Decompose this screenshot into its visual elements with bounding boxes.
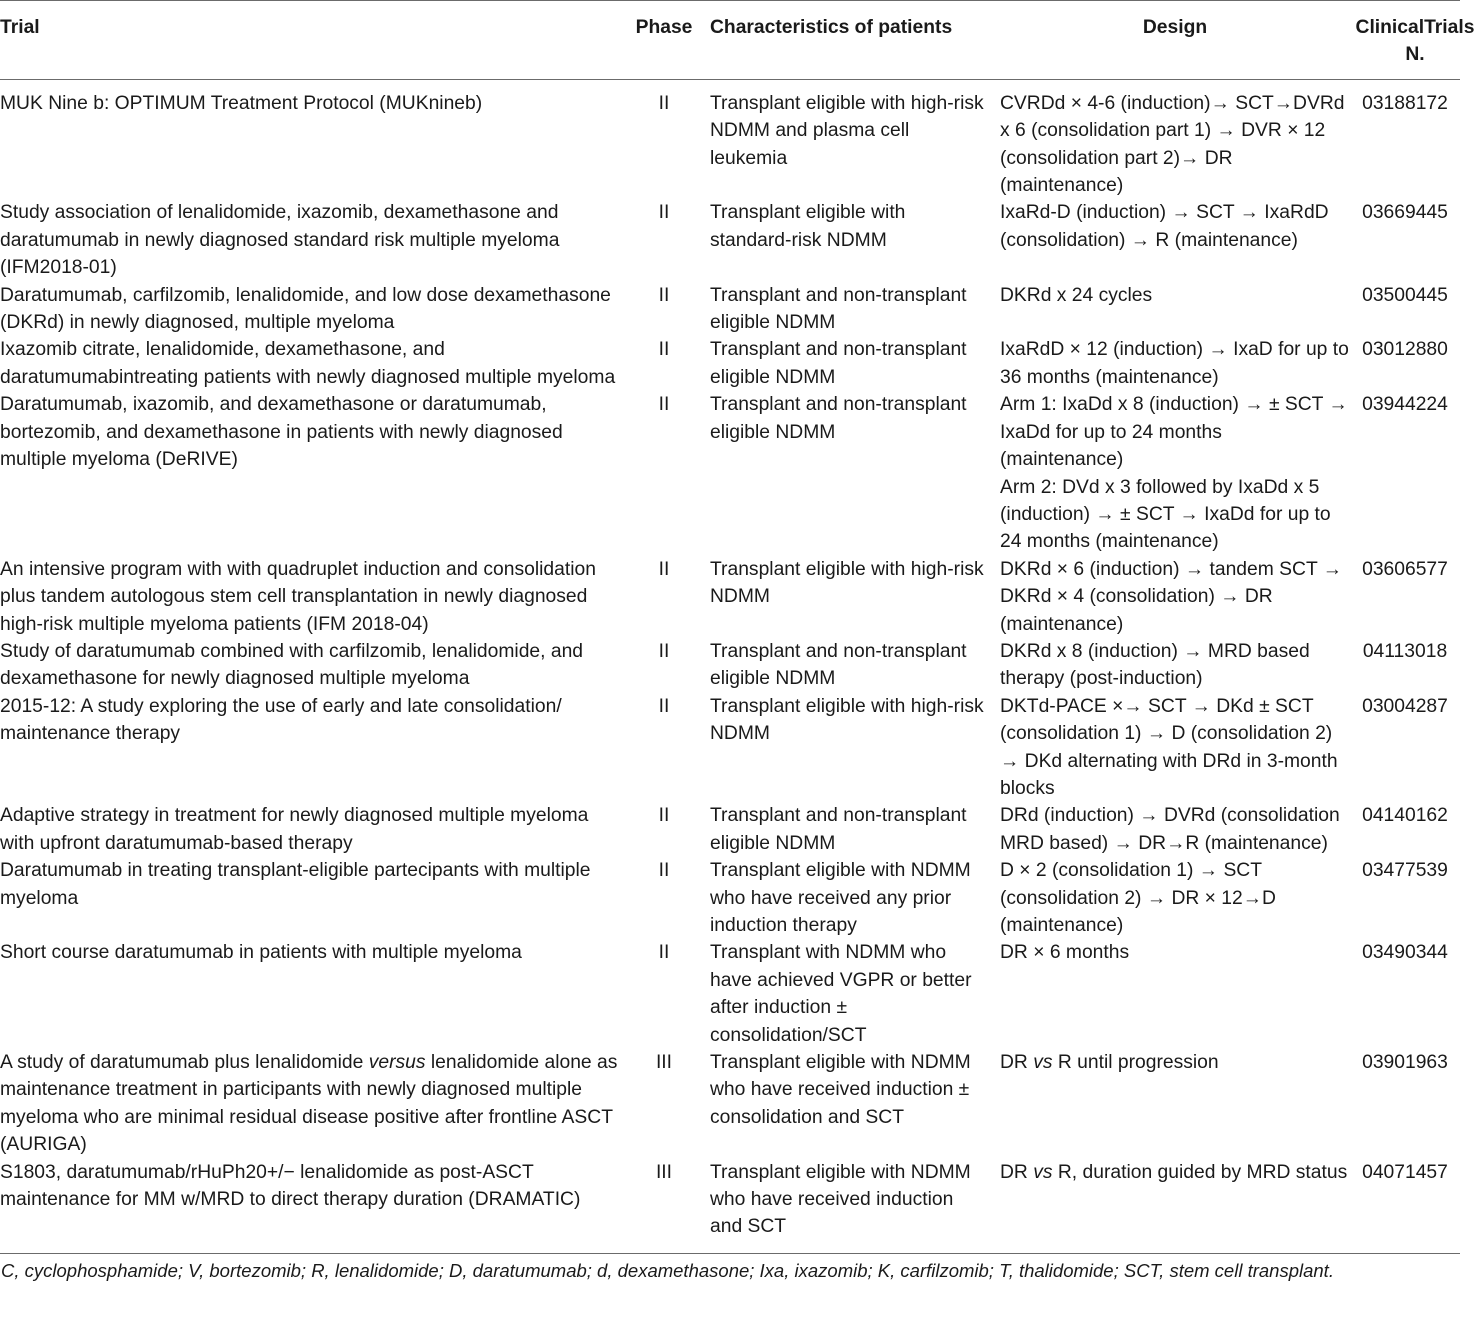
phase-cell: II bbox=[658, 860, 670, 882]
table-row bbox=[0, 693, 1460, 803]
design-line: CVRDd × 4-6 (induction)→ SCT→DVRd x 6 (consolidation part 1) → DVR × 12 (consolidation part 2)→ DR (maintenance) bbox=[1000, 92, 1345, 197]
design-cell bbox=[985, 336, 1350, 391]
characteristics-cell: Transplant and non-transplant eligible NDMM bbox=[710, 339, 967, 388]
trial-cell: Short course daratumumab in patients with multiple myeloma bbox=[0, 942, 522, 964]
nct-number-cell: 04140162 bbox=[1362, 805, 1448, 827]
characteristics-cell: Transplant and non-transplant eligible NDMM bbox=[710, 805, 967, 854]
table-header bbox=[0, 1, 1475, 80]
phase-cell: III bbox=[655, 1052, 673, 1074]
table-row bbox=[0, 79, 1460, 199]
phase-cell: II bbox=[658, 202, 670, 224]
phase-cell: II bbox=[658, 92, 670, 114]
header-phase: Phase bbox=[635, 1, 693, 80]
table-row bbox=[0, 282, 1460, 337]
nct-number-cell: 03490344 bbox=[1362, 942, 1448, 964]
phase-cell: II bbox=[658, 339, 670, 361]
design-text: DR bbox=[1000, 1052, 1034, 1074]
italic-text: versus bbox=[368, 1052, 426, 1074]
nct-number-cell: 04113018 bbox=[1362, 640, 1448, 662]
nct-number-cell: 04071457 bbox=[1350, 1159, 1460, 1254]
characteristics-cell: Transplant and non-transplant eligible NDMM bbox=[710, 394, 967, 443]
characteristics-cell: Transplant with NDMM who have achieved VGPR or better after induction ± consolidation/SCT bbox=[710, 942, 972, 1046]
characteristics-cell: Transplant eligible with high-risk NDMM bbox=[710, 695, 984, 745]
design-cell bbox=[985, 282, 1350, 337]
table-footnote: C, cyclophosphamide; V, bortezomib; R, lenalidomide; D, daratumumab; d, dexamethasone; Ixa, ixazomib; K, carfilzomib; T, thalidomide; SCT, stem cell transplant. bbox=[1, 1259, 1334, 1281]
trial-cell: Daratumumab, ixazomib, and dexamethasone or daratumumab, bortezomib, and dexamethasone in patients with newly diagnosed multiple myeloma (DeRIVE) bbox=[0, 394, 563, 471]
design-cell bbox=[985, 693, 1350, 803]
characteristics-cell: Transplant eligible with NDMM who have received any prior induction therapy bbox=[710, 860, 971, 936]
trial-cell: Study association of lenalidomide, ixazomib, dexamethasone and daratumumab in newly diagnosed standard risk multiple myeloma (IFM2018-01) bbox=[0, 202, 560, 279]
phase-cell: II bbox=[658, 695, 670, 717]
nct-number-cell: 03901963 bbox=[1362, 1052, 1448, 1074]
table-row bbox=[0, 802, 1460, 857]
design-line: Arm 1: IxaDd x 8 (induction) → ± SCT → IxaDd for up to 24 months (maintenance) bbox=[1000, 394, 1348, 471]
phase-cell: II bbox=[658, 640, 670, 662]
trial-cell: Study of daratumumab combined with carfilzomib, lenalidomide, and dexamethasone for newly diagnosed multiple myeloma bbox=[0, 640, 584, 690]
trial-text: lenalidomide alone as maintenance treatment in participants with newly diagnosed multiple myeloma who are minimal residual disease positive after frontline ASCT (AURIGA) bbox=[0, 1052, 618, 1156]
characteristics-cell: Transplant eligible with standard-risk NDMM bbox=[710, 202, 906, 251]
design-text: DR bbox=[1000, 1161, 1034, 1183]
italic-text: vs bbox=[1033, 1052, 1053, 1074]
phase-cell: II bbox=[658, 284, 670, 306]
design-cell bbox=[985, 638, 1350, 693]
design-line: DR × 6 months bbox=[1000, 942, 1130, 964]
design-line: IxaRd-D (induction) → SCT → IxaRdD (consolidation) → R (maintenance) bbox=[1000, 202, 1329, 251]
header-row bbox=[0, 1, 1460, 80]
nct-number-cell: 03012880 bbox=[1362, 339, 1448, 361]
nct-number-cell: 03188172 bbox=[1362, 92, 1448, 114]
phase-cell: II bbox=[658, 942, 670, 964]
nct-number-cell: 03004287 bbox=[1362, 695, 1448, 717]
table-row bbox=[0, 336, 1460, 391]
table-row bbox=[0, 1159, 1460, 1254]
trial-cell bbox=[0, 1049, 635, 1159]
table-row bbox=[0, 638, 1460, 693]
design-line: DKRd × 6 (induction) → tandem SCT → DKRd × 4 (consolidation) → DR (maintenance) bbox=[1000, 558, 1343, 635]
trial-cell: MUK Nine b: OPTIMUM Treatment Protocol (MUKnineb) bbox=[0, 92, 483, 114]
design-text: R, duration guided by MRD status bbox=[1052, 1161, 1348, 1183]
phase-cell: II bbox=[658, 805, 670, 827]
table-body bbox=[0, 79, 1460, 1253]
trial-cell: Daratumumab in treating transplant-eligible partecipants with multiple myeloma bbox=[0, 860, 591, 909]
trial-cell: Adaptive strategy in treatment for newly diagnosed multiple myeloma with upfront daratumumab-based therapy bbox=[0, 805, 589, 854]
header-trial: Trial bbox=[0, 1, 635, 80]
design-cell bbox=[985, 1159, 1350, 1254]
table-row bbox=[0, 199, 1460, 281]
design-cell bbox=[985, 79, 1350, 199]
italic-text: vs bbox=[1033, 1161, 1053, 1183]
table-row bbox=[0, 857, 1460, 939]
design-line: Arm 2: DVd x 3 followed by IxaDd x 5 (induction) → ± SCT → IxaDd for up to 24 months (maintenance) bbox=[1000, 476, 1331, 553]
design-line: IxaRdD × 12 (induction) → IxaD for up to 36 months (maintenance) bbox=[1000, 339, 1349, 388]
header-characteristics: Characteristics of patients bbox=[693, 1, 985, 80]
design-line: D × 2 (consolidation 1) → SCT (consolidation 2) → DR × 12→D (maintenance) bbox=[1000, 860, 1276, 936]
table-row bbox=[0, 391, 1460, 555]
trial-cell: An intensive program with with quadruplet induction and consolidation plus tandem autologous stem cell transplantation in newly diagnosed high-risk multiple myeloma patients (IFM 2018-04) bbox=[0, 558, 596, 635]
table-row bbox=[0, 556, 1460, 638]
design-line: DRd (induction) → DVRd (consolidation MRD based) → DR→R (maintenance) bbox=[1000, 805, 1340, 854]
table-row bbox=[0, 939, 1460, 1049]
design-cell bbox=[985, 199, 1350, 281]
characteristics-cell: Transplant and non-transplant eligible NDMM bbox=[710, 284, 967, 334]
design-cell bbox=[985, 556, 1350, 638]
nct-number-cell: 03500445 bbox=[1362, 284, 1448, 306]
phase-cell: II bbox=[658, 558, 670, 580]
design-line: DKRd x 8 (induction) → MRD based therapy (post-induction) bbox=[1000, 640, 1310, 690]
trial-cell: S1803, daratumumab/rHuPh20+/− lenalidomide as post-ASCT maintenance for MM w/MRD to direct therapy duration (DRAMATIC) bbox=[0, 1159, 635, 1254]
design-text: R until progression bbox=[1052, 1052, 1219, 1074]
nct-number-cell: 03606577 bbox=[1362, 558, 1448, 580]
table-row bbox=[0, 1049, 1460, 1159]
characteristics-cell: Transplant eligible with high-risk NDMM bbox=[710, 558, 984, 608]
design-line: DKRd x 24 cycles bbox=[1000, 284, 1153, 306]
trial-cell: 2015-12: A study exploring the use of early and late consolidation/ maintenance therapy bbox=[0, 695, 562, 745]
trial-cell: Daratumumab, carfilzomib, lenalidomide, and low dose dexamethasone (DKRd) in newly diagnosed, multiple myeloma bbox=[0, 284, 611, 334]
design-cell bbox=[985, 802, 1350, 857]
characteristics-cell: Transplant and non-transplant eligible NDMM bbox=[710, 640, 967, 690]
header-nct-text: ClinicalTrials N. bbox=[1355, 17, 1475, 66]
trial-cell: Ixazomib citrate, lenalidomide, dexamethasone, and daratumumabintreating patients with newly diagnosed multiple myeloma bbox=[0, 339, 616, 388]
header-clinicaltrials-number bbox=[1350, 1, 1475, 80]
design-cell bbox=[985, 1049, 1350, 1159]
design-line: DKTd-PACE ×→ SCT → DKd ± SCT (consolidation 1) → D (consolidation 2) → DKd alternating with DRd in 3-month blocks bbox=[1000, 695, 1338, 799]
phase-cell: II bbox=[658, 394, 670, 416]
design-cell bbox=[985, 391, 1350, 555]
characteristics-cell: Transplant eligible with NDMM who have received induction ± consolidation and SCT bbox=[710, 1052, 971, 1128]
characteristics-cell: Transplant eligible with NDMM who have received induction and SCT bbox=[693, 1159, 985, 1254]
nct-number-cell: 03477539 bbox=[1362, 860, 1448, 882]
nct-number-cell: 03944224 bbox=[1362, 394, 1448, 416]
header-design: Design bbox=[985, 1, 1350, 80]
phase-cell: III bbox=[635, 1159, 693, 1254]
design-cell bbox=[985, 857, 1350, 939]
nct-number-cell: 03669445 bbox=[1362, 202, 1448, 224]
characteristics-cell: Transplant eligible with high-risk NDMM and plasma cell leukemia bbox=[710, 92, 984, 169]
trial-text: A study of daratumumab plus lenalidomide bbox=[0, 1052, 369, 1074]
design-cell bbox=[985, 939, 1350, 1049]
